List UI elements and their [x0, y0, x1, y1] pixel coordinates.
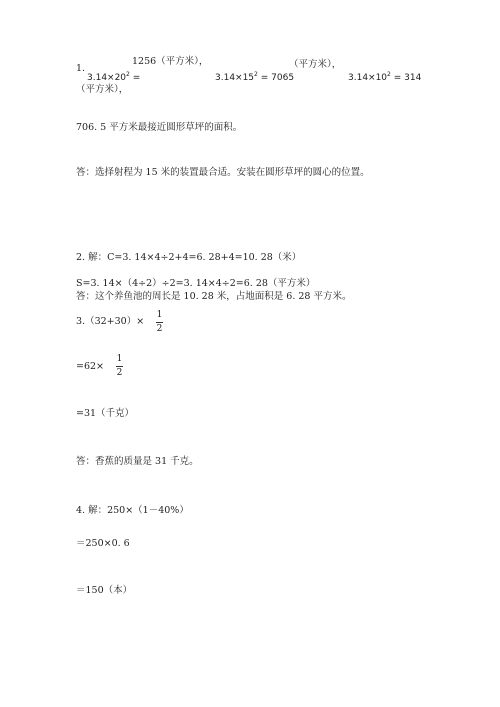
- q3-fraction-2: [116, 355, 123, 378]
- q2-answer: 答：这个养鱼池的周长是 10. 28 米，占地面积是 6. 28 平方米。: [76, 291, 352, 302]
- q1-item3-formula: $3.14\times 10^2 = 314$: [348, 71, 422, 83]
- q3-line2: =62×: [76, 361, 105, 372]
- q2-area-line: S=3. 14×（4÷2）÷2=3. 14×4÷2=6. 28（平方米）: [76, 278, 316, 289]
- q3-line3: =31（千克）: [76, 408, 135, 419]
- q3-line1: 3.（32+30）×: [76, 316, 145, 327]
- q1-item1-formula: $3.14\times 20^2$ =: [87, 71, 141, 83]
- q1-number: 1.: [76, 63, 86, 74]
- q1-item1-result: 1256（平方米），: [132, 56, 209, 67]
- q3-fraction-denominator: 2: [116, 368, 123, 378]
- q1-item2-formula: $3.14\times 15^2 = 7065$: [215, 71, 295, 83]
- q3-fraction-numerator: 1: [116, 354, 123, 364]
- q2-circumference-line: 2. 解：C=3. 14×4÷2+4=6. 28+4=10. 28（米）: [76, 252, 302, 263]
- q3-fraction-numerator: 1: [156, 310, 163, 320]
- q4-line3: ＝150（本）: [76, 585, 133, 596]
- q4-line1: 4. 解：250×（1－40%）: [76, 505, 189, 516]
- q1-item3-unit: （平方米），: [76, 84, 129, 95]
- q3-fraction-1: [156, 311, 163, 334]
- q1-item2-unit: （平方米），: [289, 59, 342, 70]
- q1-answer: 答：选择射程为 15 米的装置最合适。安装在圆形草坪的圆心的位置。: [76, 167, 370, 178]
- q4-line2: ＝250×0. 6: [76, 538, 130, 549]
- q1-closest-statement: 706. 5 平方米最接近圆形草坪的面积。: [76, 122, 243, 133]
- fraction-bar: [156, 322, 163, 323]
- q3-answer: 答：香蕉的质量是 31 千克。: [76, 456, 199, 467]
- q3-fraction-denominator: 2: [156, 324, 163, 334]
- fraction-bar: [116, 366, 123, 367]
